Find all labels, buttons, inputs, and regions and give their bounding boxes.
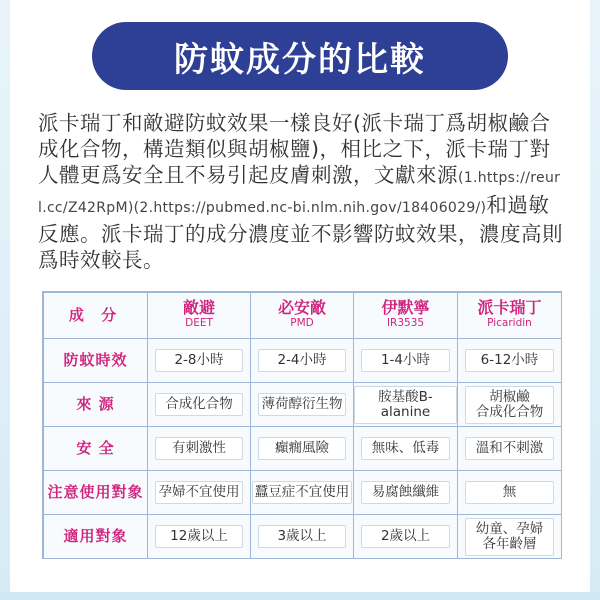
table-row <box>44 471 562 515</box>
left-frame-border <box>0 0 10 600</box>
table-cell-line: 合成化合物 <box>475 403 544 420</box>
table-cell-value: 2歲以上 <box>361 525 449 548</box>
column-header <box>148 293 251 339</box>
column-header-code: Picaridin <box>487 317 532 329</box>
page-title: 防蚊成分的比較 <box>92 22 508 90</box>
column-header-name: 伊默寧 <box>381 298 430 317</box>
row-header: 來 源 <box>44 383 148 427</box>
table-cell <box>458 471 562 515</box>
table-row <box>44 383 562 427</box>
table-cell-value: 12歲以上 <box>155 525 243 548</box>
table-cell-value: 1-4小時 <box>361 349 449 372</box>
table-row <box>44 427 562 471</box>
intro-paragraph <box>38 110 568 273</box>
row-header: 適用對象 <box>44 515 148 559</box>
table-cell-value: 2-8小時 <box>155 349 243 372</box>
table-cell-value: 蠶豆症不宜使用 <box>252 481 353 504</box>
table-cell <box>148 515 251 559</box>
table-cell <box>458 515 562 559</box>
table-cell-value: 3歲以上 <box>258 525 346 548</box>
row-header: 注意使用對象 <box>44 471 148 515</box>
table-cell <box>251 515 354 559</box>
table-cell <box>148 383 251 427</box>
table-corner-label: 成 分 <box>44 293 148 339</box>
column-header-code: IR3535 <box>386 317 425 329</box>
bottom-frame-border <box>0 592 600 600</box>
column-header <box>458 293 562 339</box>
table-cell-value: 合成化合物 <box>155 393 243 416</box>
table-cell-line: 胡椒鹼 <box>489 388 530 405</box>
reference-links: (1.https://reurl.cc/Z42RpM)(2.https://pubmed.nc-bi.nlm.nih.gov/18406029/) <box>38 170 561 216</box>
table-row <box>44 515 562 559</box>
table-cell <box>354 427 458 471</box>
table-cell <box>458 383 562 427</box>
table-cell-value: 無味、低毒 <box>361 437 449 460</box>
table-cell-value: 易腐蝕纖維 <box>361 481 449 504</box>
column-header-code: DEET <box>185 317 213 329</box>
table-cell <box>251 471 354 515</box>
table-cell <box>354 383 458 427</box>
table-cell-value: 薄荷醇衍生物 <box>258 393 346 416</box>
row-header: 安 全 <box>44 427 148 471</box>
table-cell-value <box>465 386 553 424</box>
table-header-row <box>44 293 562 339</box>
table-cell <box>148 339 251 383</box>
table-cell <box>354 339 458 383</box>
table-cell <box>354 471 458 515</box>
table-cell-line: 各年齡層 <box>482 535 537 552</box>
table-cell-value: 無 <box>465 481 553 504</box>
table-cell <box>251 383 354 427</box>
column-header-name: 派卡瑞丁 <box>477 298 542 317</box>
table-cell-value: 6-12小時 <box>465 349 553 372</box>
table-cell-value: 2-4小時 <box>258 349 346 372</box>
intro-text-part-2: 和過敏反應。派卡瑞丁的成分濃度並不影響防蚊效果，濃度高則爲時效較長。 <box>38 192 563 273</box>
table-cell <box>354 515 458 559</box>
table-cell <box>251 427 354 471</box>
comparison-table <box>42 291 562 559</box>
table-cell-line: 幼童、孕婦 <box>475 520 544 537</box>
table-cell-value <box>465 518 553 556</box>
table-cell <box>251 339 354 383</box>
column-header-name: 必安敵 <box>277 298 326 317</box>
table-cell <box>148 471 251 515</box>
table-cell-value: 有刺激性 <box>155 437 243 460</box>
table-cell <box>148 427 251 471</box>
table-cell-value: 胺基酸B-alanine <box>354 386 457 424</box>
table-cell-value: 溫和不刺激 <box>465 437 553 460</box>
column-header-code: PMD <box>290 317 314 329</box>
table-cell <box>458 339 562 383</box>
column-header <box>251 293 354 339</box>
row-header: 防蚊時效 <box>44 339 148 383</box>
comparison-table-body <box>44 293 562 559</box>
column-header <box>354 293 458 339</box>
table-row <box>44 339 562 383</box>
right-frame-border <box>590 0 600 600</box>
table-cell-value: 癲癇風險 <box>258 437 346 460</box>
column-header-name: 敵避 <box>182 298 215 317</box>
intro-text-part-1: 派卡瑞丁和敵避防蚊效果一樣良好(派卡瑞丁爲胡椒鹼合成化合物，構造類似與胡椒鹽)，相比之下，派卡瑞丁對人體更爲安全且不易引起皮膚刺激，文獻來源 <box>38 111 551 188</box>
table-cell <box>458 427 562 471</box>
table-cell-value: 孕婦不宜使用 <box>155 481 243 504</box>
